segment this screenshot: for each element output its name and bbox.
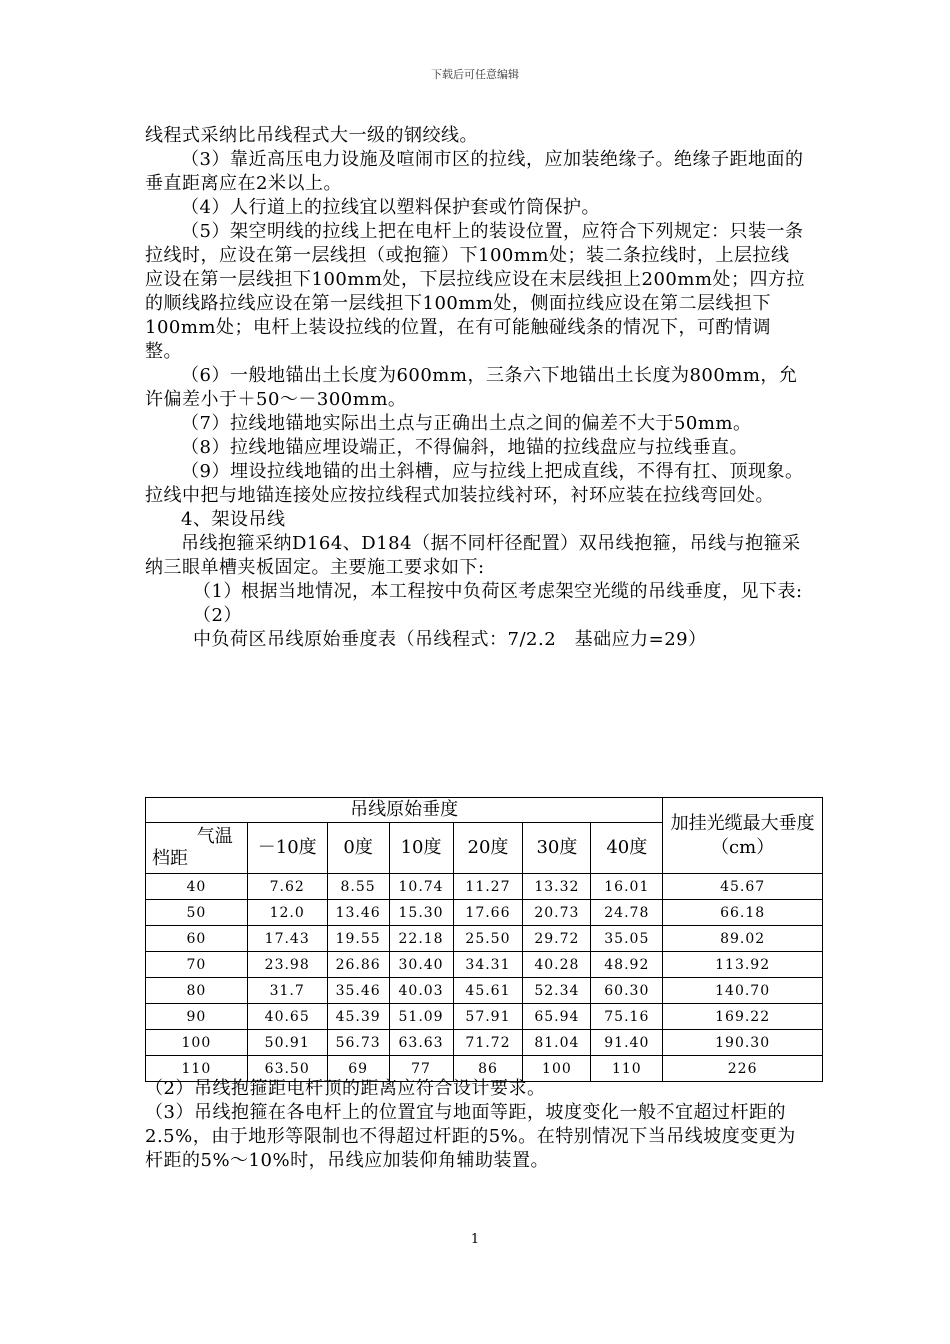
temp-header-cell: 0度 [327,823,389,874]
temp-header-cell: 20度 [453,823,523,874]
max-sag-header: 加挂光缆最大垂度（cm） [663,798,823,874]
body-text-after-table [145,1077,805,1173]
table-cell: 7.62 [247,874,327,900]
table-row [146,1004,823,1030]
table-cell: 31.7 [247,978,327,1004]
list-item-1 [145,580,805,604]
table-cell: 77 [389,1056,453,1082]
table-caption: 中负荷区吊线原始垂度表（吊线程式：7/2.2 基础应力=29） [193,629,707,650]
table-cell: 35.46 [327,978,389,1004]
table-cell: 13.32 [523,874,591,900]
table-cell: 13.46 [327,900,389,926]
table-cell: 100 [146,1030,248,1056]
paragraph: （2）吊线抱箍距电杆顶的距离应符合设计要求。 [145,1078,546,1099]
table-cell: 45.67 [663,874,823,900]
paragraph-list [145,124,805,580]
table-cell: 24.78 [591,900,663,926]
table-row [146,1030,823,1056]
table-cell: 19.55 [327,926,389,952]
table-cell: 23.98 [247,952,327,978]
paragraph: （8）拉线地锚应埋设端正，不得偏斜，地锚的拉线盘应与拉线垂直。 [181,437,748,458]
table-cell: 69 [327,1056,389,1082]
table-cell: 63.63 [389,1030,453,1056]
list-item-text: 根据当地情况，本工程按中负荷区考虑架空光缆的吊线垂度，见下表: [241,581,803,602]
table-cell: 40.03 [389,978,453,1004]
table-cell: 16.01 [591,874,663,900]
table-cell: 65.94 [523,1004,591,1030]
paragraph: 4、架设吊线 [181,509,286,530]
table-cell: 51.09 [389,1004,453,1030]
paragraph: 吊线抱箍采纳D164、D184（据不同杆径配置）双吊线抱箍，吊线与抱箍采纳三眼单槽夹板固定。主要施工要求如下: [145,533,801,578]
table-cell: 71.72 [453,1030,523,1056]
table-cell: 90 [146,1004,248,1030]
corner-cell [146,823,248,874]
table-cell: 50 [146,900,248,926]
table-cell: 60 [146,926,248,952]
table-cell: 40 [146,874,248,900]
table-cell: 86 [453,1056,523,1082]
table-cell: 110 [591,1056,663,1082]
table-cell: 17.66 [453,900,523,926]
table-cell: 20.73 [523,900,591,926]
table-cell: 40.28 [523,952,591,978]
table-cell: 25.50 [453,926,523,952]
table-cell: 48.92 [591,952,663,978]
paragraph: （3）吊线抱箍在各电杆上的位置宜与地面等距，坡度变化一般不宜超过杆距的2.5%，由于地形等限制也不得超过杆距的5%。在特别情况下当吊线坡度变更为杆距的5%～10%时，吊线应加装仰角辅助装置。 [145,1102,796,1171]
table-cell: 81.04 [523,1030,591,1056]
temp-header-cell: 40度 [591,823,663,874]
table-cell: 57.91 [453,1004,523,1030]
table-cell: 113.92 [663,952,823,978]
table-cell: 30.40 [389,952,453,978]
page-number: 1 [470,1232,480,1247]
table-cell: 17.43 [247,926,327,952]
list-item-number: （1） [193,581,242,602]
table-cell: 26.86 [327,952,389,978]
table-cell: 11.27 [453,874,523,900]
paragraph: （7）拉线地锚地实际出土点与正确出土点之间的偏差不大于50mm。 [181,413,752,434]
paragraph: （6）一般地锚出土长度为600mm，三条六下地锚出土长度为800mm，允许偏差小于＋50～－300mm。 [145,365,798,410]
table-cell: 66.18 [663,900,823,926]
body-text [145,124,805,652]
table-cell: 15.30 [389,900,453,926]
group-header: 吊线原始垂度 [146,798,663,823]
table-cell: 52.34 [523,978,591,1004]
table-cell: 89.02 [663,926,823,952]
page-header: 下载后可任意编辑 [431,68,519,81]
table-cell: 60.30 [591,978,663,1004]
table-cell: 34.31 [453,952,523,978]
table-cell: 45.39 [327,1004,389,1030]
table-cell: 50.91 [247,1030,327,1056]
temp-header-cell: －10度 [247,823,327,874]
list-item-2 [145,604,805,628]
sag-table [145,797,823,1082]
table-cell: 12.0 [247,900,327,926]
table-cell: 80 [146,978,248,1004]
corner-bottom-label: 档距 [152,848,188,869]
table-cell: 140.70 [663,978,823,1004]
paragraph: （5）架空明线的拉线上把在电杆上的装设位置，应符合下列规定：只装一条拉线时，应设在第一层线担（或抱箍）下100mm处；装二条拉线时，上层拉线应设在第一层线担下100mm处，下层拉线应设在末层线担上200mm处；四方拉的顺线路拉线应设在第一层线担下100mm处，侧面拉线应设在第二层线担下100mm处；电杆上装设拉线的位置，在有可能触碰线条的情况下，可酌情调整。 [145,221,805,362]
table-cell: 29.72 [523,926,591,952]
table-row [146,900,823,926]
table-cell: 22.18 [389,926,453,952]
paragraph: （3）靠近高压电力设施及喧闹市区的拉线，应加装绝缘子。绝缘子距地面的垂直距离应在2米以上。 [145,149,804,194]
table-cell: 91.40 [591,1030,663,1056]
table-row [146,874,823,900]
table-cell: 63.50 [247,1056,327,1082]
table-row [146,952,823,978]
paragraph: （4）人行道上的拉线宜以塑料保护套或竹筒保护。 [181,197,600,218]
table-cell: 56.73 [327,1030,389,1056]
table-row [146,978,823,1004]
list-item-number: （2） [193,605,242,626]
table-cell: 100 [523,1056,591,1082]
temp-header-cell: 10度 [389,823,453,874]
table-cell: 190.30 [663,1030,823,1056]
table-cell: 10.74 [389,874,453,900]
table-cell: 40.65 [247,1004,327,1030]
table-cell: 35.05 [591,926,663,952]
corner-top-label: 气温 [196,826,233,847]
paragraph: 线程式采纳比吊线程式大一级的钢绞线。 [145,125,478,146]
table-cell: 169.22 [663,1004,823,1030]
paragraph: （9）埋设拉线地锚的出土斜槽，应与拉线上把成直线，不得有扛、顶现象。拉线中把与地锚连接处应按拉线程式加装拉线衬环，衬环应装在拉线弯回处。 [145,461,804,506]
table-cell: 226 [663,1056,823,1082]
table-cell: 8.55 [327,874,389,900]
table-cell: 45.61 [453,978,523,1004]
table-cell: 70 [146,952,248,978]
table-cell: 75.16 [591,1004,663,1030]
table-cell: 110 [146,1056,248,1082]
table-row [146,926,823,952]
temp-header-cell: 30度 [523,823,591,874]
